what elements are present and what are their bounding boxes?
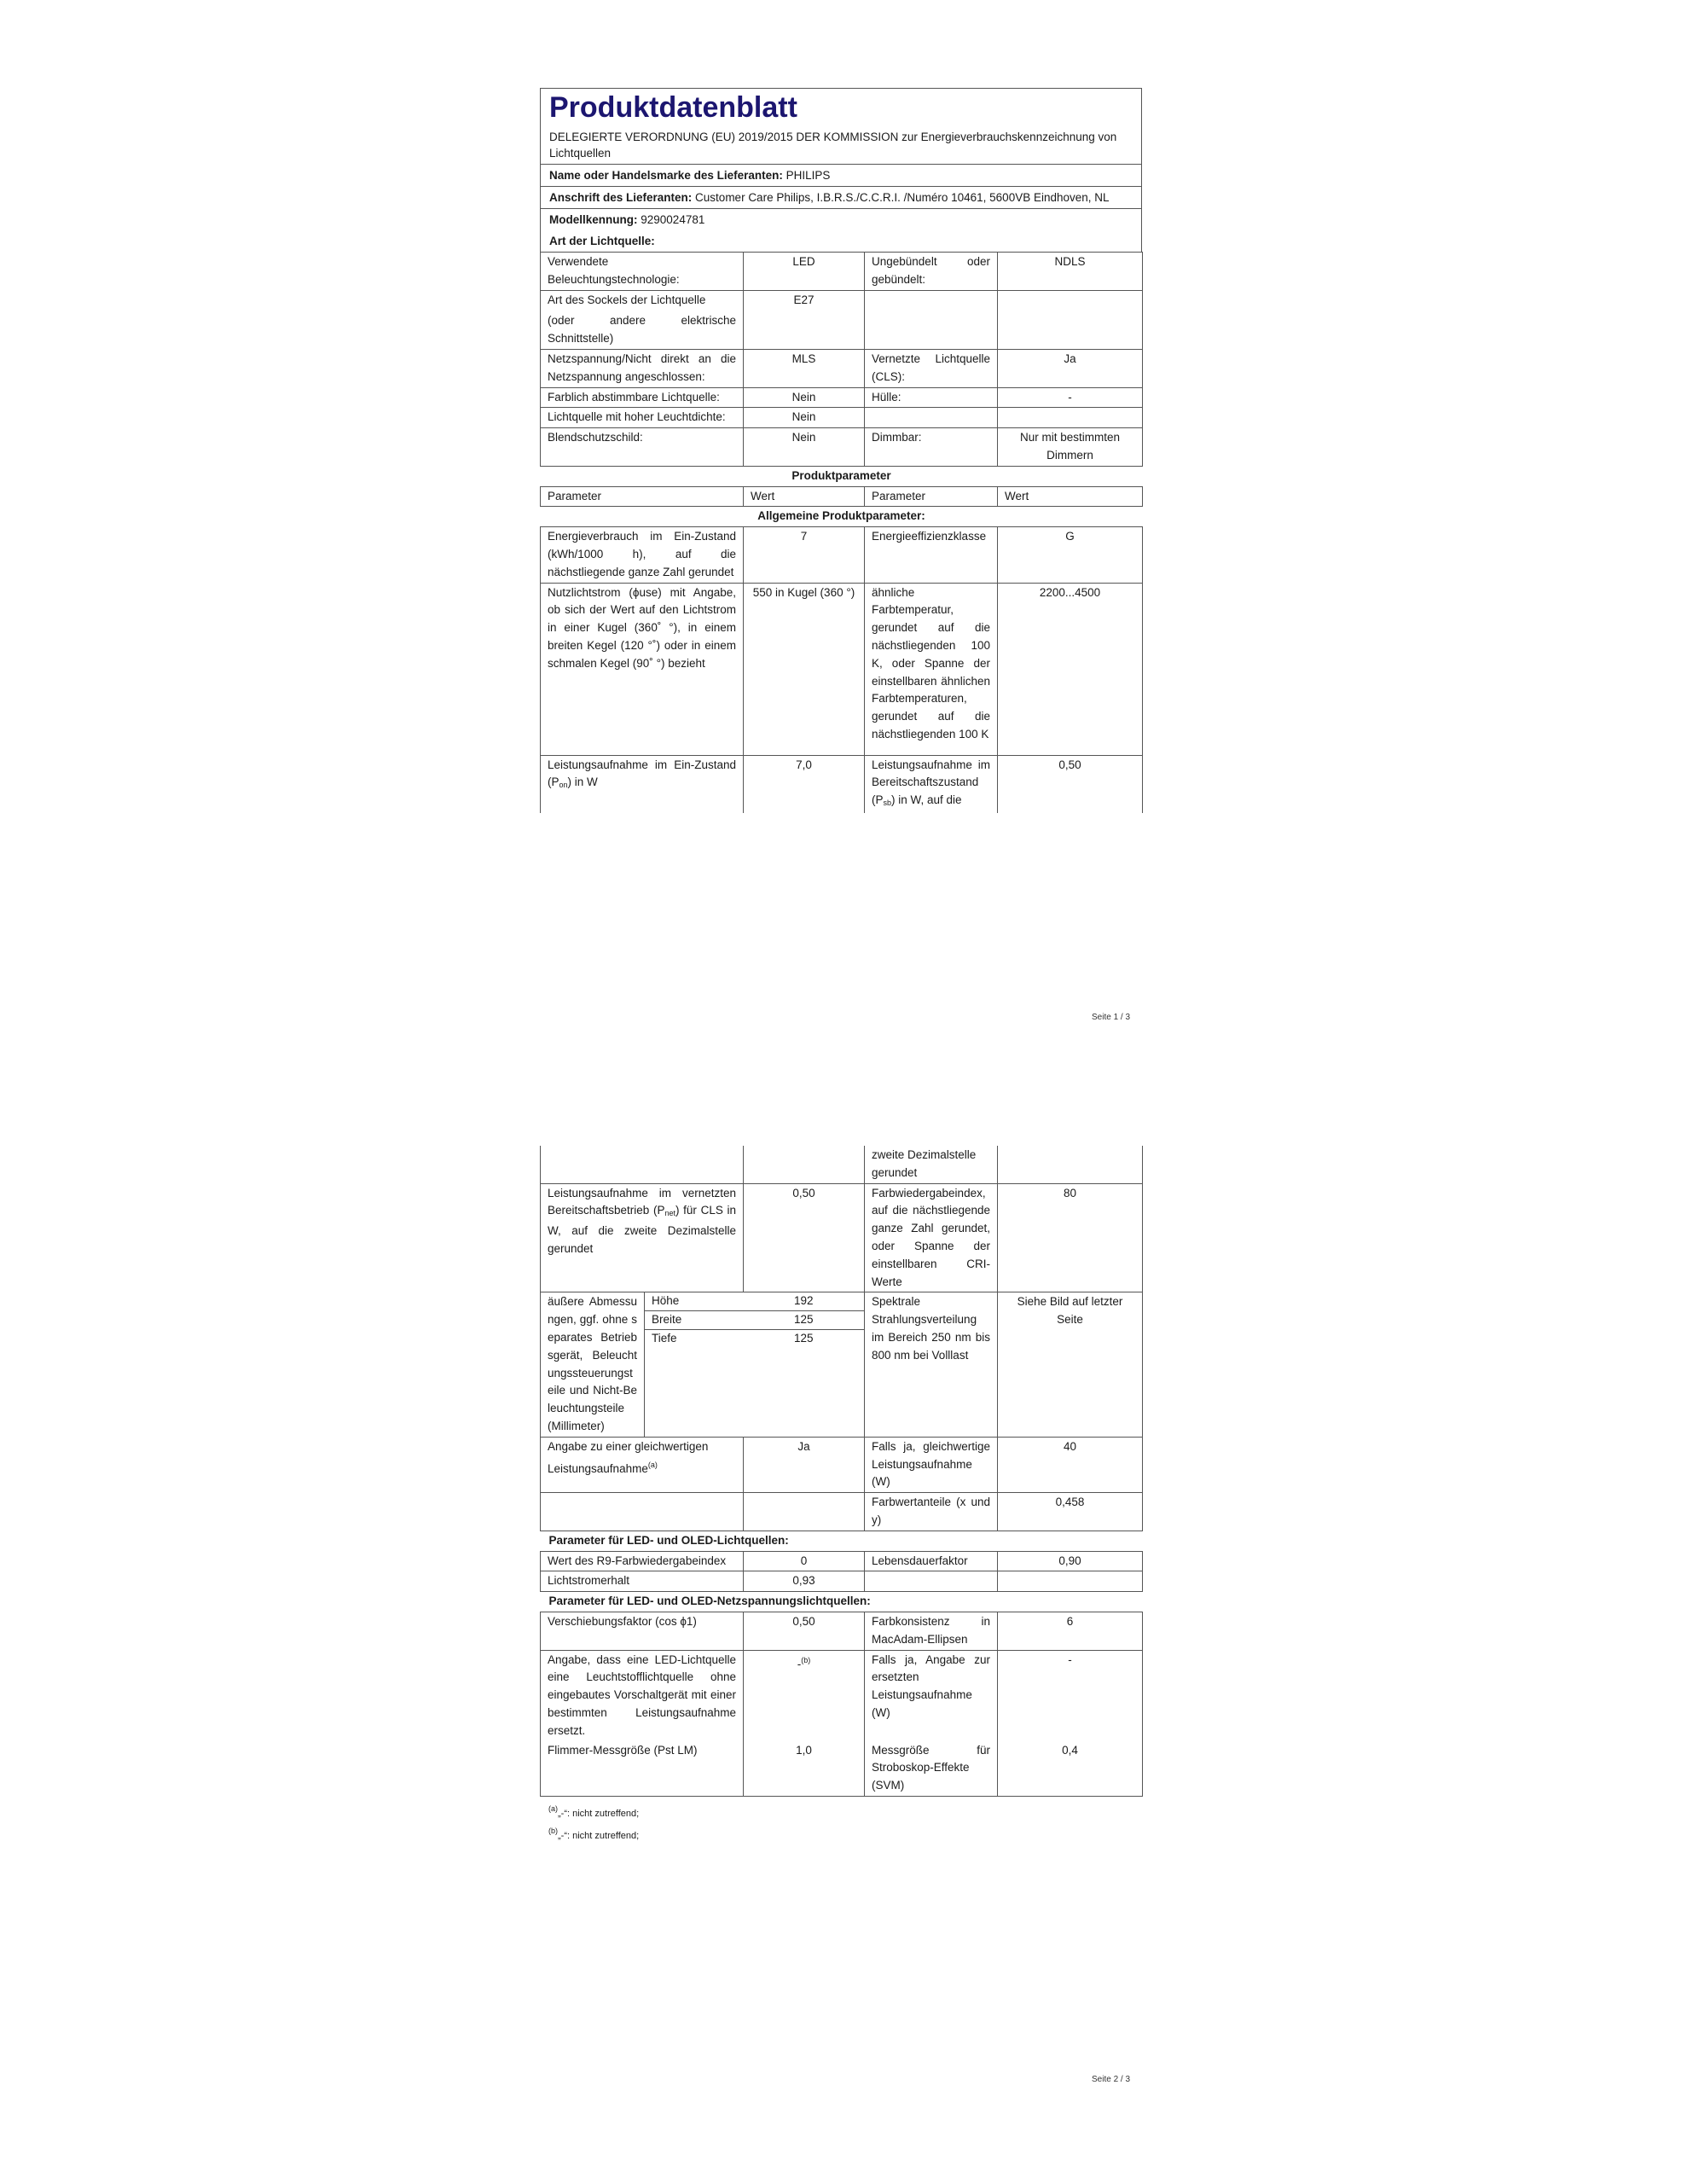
pon-sub: on [559, 781, 568, 790]
svm-label: Messgröße für Stroboskop-Effekte (SVM) [865, 1741, 998, 1797]
table-row [541, 428, 1143, 467]
pnet-label-text: Leistungsaufnahme im vernetzten Bereitschaftsbetrieb (P [548, 1186, 736, 1217]
flux-value: 550 in Kugel (360 °) [744, 583, 865, 755]
svm-value: 0,4 [998, 1741, 1143, 1797]
envelope-label: Hülle: [865, 387, 998, 408]
page-number-1: Seite 1 / 3 [1092, 1013, 1131, 1022]
footnote-a-text: „-“: nicht zutreffend; [558, 1808, 640, 1819]
col-value-1: Wert [744, 486, 865, 507]
regulation-text: DELEGIERTE VERORDNUNG (EU) 2019/2015 DER KOMMISSION zur Energieverbrauchskennzeichnung von Lichtquellen [541, 126, 1141, 165]
dimension-row [645, 1311, 864, 1330]
cap-type-label [541, 290, 744, 349]
pnet-sub: net [664, 1209, 675, 1218]
table-row [541, 387, 1143, 408]
equivalent-value: Ja [744, 1437, 865, 1492]
dimensions-values [645, 1292, 865, 1437]
empty-cell [998, 290, 1143, 349]
equivalent-power-label: Falls ja, gleichwertige Leistungsaufnahme (W) [865, 1437, 998, 1492]
displacement-label: Verschiebungsfaktor (cos ϕ1) [541, 1612, 744, 1650]
type-heading: Art der Lichtquelle: [549, 235, 655, 247]
supplier-row [541, 165, 1141, 187]
table-row [541, 1741, 1143, 1797]
footnote-b-text: „-“: nicht zutreffend; [558, 1830, 640, 1841]
height-label: Höhe [645, 1292, 744, 1310]
pon-value: 7,0 [744, 755, 865, 813]
replacement-value-text: - [797, 1657, 802, 1670]
replaced-power-value: - [998, 1650, 1143, 1740]
r9-label: Wert des R9-Farbwiedergabeindex [541, 1551, 744, 1571]
footnote-b [548, 1822, 1142, 1844]
section-row [541, 466, 1143, 486]
shield-value: Nein [744, 428, 865, 467]
r9-value: 0 [744, 1551, 865, 1571]
address-value: Customer Care Philips, I.B.R.S./C.C.R.I. /Numéro 10461, 5600VB Eindhoven, NL [695, 191, 1110, 204]
empty-cell [865, 408, 998, 428]
dimensions-label: äußere Abmessungen, ggf. ohne separates Betriebsgerät, Beleuchtungssteuerungsteile und Nicht-Beleuchtungsteile (Millimeter) [541, 1292, 645, 1437]
psb-sub: sb [883, 799, 892, 808]
footnote-a [548, 1800, 1142, 1822]
survival-factor-label: Lebensdauerfaktor [865, 1551, 998, 1571]
equivalent-label [541, 1437, 744, 1492]
table-row [541, 290, 1143, 349]
empty-cell [998, 1146, 1143, 1183]
footnote-a-mark: (a) [548, 1804, 558, 1813]
table-row [541, 583, 1143, 755]
cri-label: Farbwiedergabeindex, auf die nächstliegende ganze Zahl gerundet, oder Spanne der einstellbaren CRI-Werte [865, 1183, 998, 1292]
height-value: 192 [744, 1292, 864, 1310]
lumen-maintenance-label: Lichtstromerhalt [541, 1571, 744, 1592]
cct-value: 2200...4500 [998, 583, 1143, 755]
hld-value: Nein [744, 408, 865, 428]
technology-value: LED [744, 253, 865, 291]
model-value: 9290024781 [641, 213, 705, 226]
table-row [541, 1612, 1143, 1650]
depth-label: Tiefe [652, 1331, 677, 1345]
table-row [541, 1437, 1143, 1492]
dimension-row [645, 1329, 864, 1347]
col-param-1: Parameter [541, 486, 744, 507]
table-row [541, 755, 1143, 813]
section-row [541, 507, 1143, 527]
mains-value: MLS [744, 349, 865, 387]
mains-label: Netzspannung/Nicht direkt an die Netzspannung angeschlossen: [541, 349, 744, 387]
page-number-2: Seite 2 / 3 [1092, 2075, 1131, 2084]
pnet-label-end: ) für CLS in W, auf die zweite Dezimalstelle gerundet [548, 1204, 737, 1255]
dimmable-value: Nur mit bestimmten Dimmern [998, 428, 1143, 467]
cct-label: ähnliche Farbtemperatur, gerundet auf die nächstliegenden 100 K, oder Spanne der einstellbaren ähnlichen Farbtemperaturen, gerundet auf die nächstliegenden 100 K [865, 583, 998, 755]
table-row [541, 349, 1143, 387]
replacement-value [744, 1650, 865, 1740]
cri-value: 80 [998, 1183, 1143, 1292]
empty-cell [541, 1146, 744, 1183]
width-value: 125 [744, 1311, 864, 1330]
empty-cell [541, 1493, 744, 1531]
table-row [541, 1650, 1143, 1740]
table-row [541, 1551, 1143, 1571]
col-value-2: Wert [998, 486, 1143, 507]
cls-value: Ja [998, 349, 1143, 387]
energy-value: 7 [744, 527, 865, 583]
params-table-continued [540, 1146, 1143, 1797]
replacement-label: Angabe, dass eine LED-Lichtquelle eine Leuchtstofflichtquelle ohne eingebautes Vorschaltgerät mit einer bestimmten Leistungsaufnahme ersetzt. [541, 1650, 744, 1740]
tunable-label: Farblich abstimmbare Lichtquelle: [541, 387, 744, 408]
table-row [541, 1493, 1143, 1531]
chromaticity-value: 0,458 [998, 1493, 1143, 1531]
width-label: Breite [645, 1311, 744, 1330]
footnotes [540, 1800, 1142, 1844]
empty-cell [744, 1146, 865, 1183]
document-title: Produktdatenblatt [549, 91, 797, 124]
pon-label [541, 755, 744, 813]
empty-cell [865, 1571, 998, 1592]
equivalent-footnote-mark: (a) [647, 1460, 658, 1469]
empty-cell [998, 1571, 1143, 1592]
equivalent-power-value: 40 [998, 1437, 1143, 1492]
type-table [540, 252, 1143, 813]
psb-label-continued: zweite Dezimalstelle gerundet [865, 1146, 998, 1183]
pnet-value: 0,50 [744, 1183, 865, 1292]
section-row [541, 1531, 1143, 1551]
dimension-row [645, 1292, 864, 1310]
color-consistency-value: 6 [998, 1612, 1143, 1650]
spectrum-value: Siehe Bild auf letzter Seite [998, 1292, 1143, 1437]
pnet-label [541, 1183, 744, 1292]
psb-label-text: Leistungsaufnahme im Bereitschaftszustand (P [872, 758, 990, 807]
supplier-label: Name oder Handelsmarke des Lieferanten: [549, 169, 783, 182]
type-heading-row [541, 230, 1141, 252]
depth-value: 125 [794, 1331, 814, 1345]
table-row [541, 527, 1143, 583]
cap-type-line1: Art des Sockels der Lichtquelle [548, 293, 706, 306]
tunable-value: Nein [744, 387, 865, 408]
address-row [541, 187, 1141, 209]
address-label: Anschrift des Lieferanten: [549, 191, 693, 204]
displacement-value: 0,50 [744, 1612, 865, 1650]
model-label: Modellkennung: [549, 213, 638, 226]
model-row [541, 209, 1141, 230]
table-row [541, 253, 1143, 291]
column-header-row [541, 486, 1143, 507]
lumen-maintenance-value: 0,93 [744, 1571, 865, 1592]
table-row [541, 1292, 1143, 1437]
color-consistency-label: Farbkonsistenz in MacAdam-Ellipsen [865, 1612, 998, 1650]
technology-label: Verwendete Beleuchtungstechnologie: [541, 253, 744, 291]
page-1 [540, 88, 1142, 813]
page-2 [540, 1146, 1142, 1844]
envelope-value: - [998, 387, 1143, 408]
shield-label: Blendschutzschild: [541, 428, 744, 467]
table-row [541, 408, 1143, 428]
product-params-heading: Produktparameter [541, 466, 1143, 486]
psb-label [865, 755, 998, 813]
dimmable-label: Dimmbar: [865, 428, 998, 467]
supplier-value: PHILIPS [786, 169, 831, 182]
cls-label: Vernetzte Lichtquelle (CLS): [865, 349, 998, 387]
mains-params-heading: Parameter für LED- und OLED-Netzspannungslichtquellen: [541, 1592, 1143, 1612]
table-row [541, 1183, 1143, 1292]
pon-label-text: Leistungsaufnahme im Ein-Zustand (P [548, 758, 736, 789]
efficiency-class-value: G [998, 527, 1143, 583]
cap-type-line2: (oder andere elektrische Schnittstelle) [548, 314, 736, 346]
dimensions-table [645, 1292, 864, 1347]
spectrum-label: Spektrale Strahlungsverteilung im Bereich 250 nm bis 800 nm bei Volllast [865, 1292, 998, 1437]
hld-label: Lichtquelle mit hoher Leuchtdichte: [541, 408, 744, 428]
col-param-2: Parameter [865, 486, 998, 507]
pon-label-end: ) in W [567, 775, 598, 789]
flicker-value: 1,0 [744, 1741, 865, 1797]
directional-label: Ungebündelt oder gebündelt: [865, 253, 998, 291]
psb-label-end: ) in W, auf die [891, 793, 962, 807]
empty-cell [865, 290, 998, 349]
directional-value: NDLS [998, 253, 1143, 291]
general-params-heading: Allgemeine Produktparameter: [541, 507, 1143, 527]
replaced-power-label: Falls ja, Angabe zur ersetzten Leistungsaufnahme (W) [865, 1650, 998, 1740]
section-row [541, 1592, 1143, 1612]
energy-label: Energieverbrauch im Ein-Zustand (kWh/1000 h), auf die nächstliegende ganze Zahl gerundet [541, 527, 744, 583]
header-block [540, 88, 1142, 252]
replacement-footnote-mark: (b) [801, 1655, 811, 1664]
led-params-heading: Parameter für LED- und OLED-Lichtquellen: [541, 1531, 1143, 1551]
table-row [541, 1571, 1143, 1592]
equivalent-label-text: Angabe zu einer gleichwertigen Leistungsaufnahme [548, 1439, 709, 1475]
empty-cell [744, 1493, 865, 1531]
survival-factor-value: 0,90 [998, 1551, 1143, 1571]
cap-type-value: E27 [744, 290, 865, 349]
empty-cell [998, 408, 1143, 428]
footnote-b-mark: (b) [548, 1826, 558, 1835]
table-row [541, 1146, 1143, 1183]
flux-label: Nutzlichtstrom (ϕuse) mit Angabe, ob sich der Wert auf den Lichtstrom in einer Kugel (360˚ °), in einem breiten Kegel (120 °˚) oder in einem schmalen Kegel (90˚ °) bezieht [541, 583, 744, 755]
efficiency-class-label: Energieeffizienzklasse [865, 527, 998, 583]
psb-value: 0,50 [998, 755, 1143, 813]
flicker-label: Flimmer-Messgröße (Pst LM) [541, 1741, 744, 1797]
chromaticity-label: Farbwertanteile (x und y) [865, 1493, 998, 1531]
